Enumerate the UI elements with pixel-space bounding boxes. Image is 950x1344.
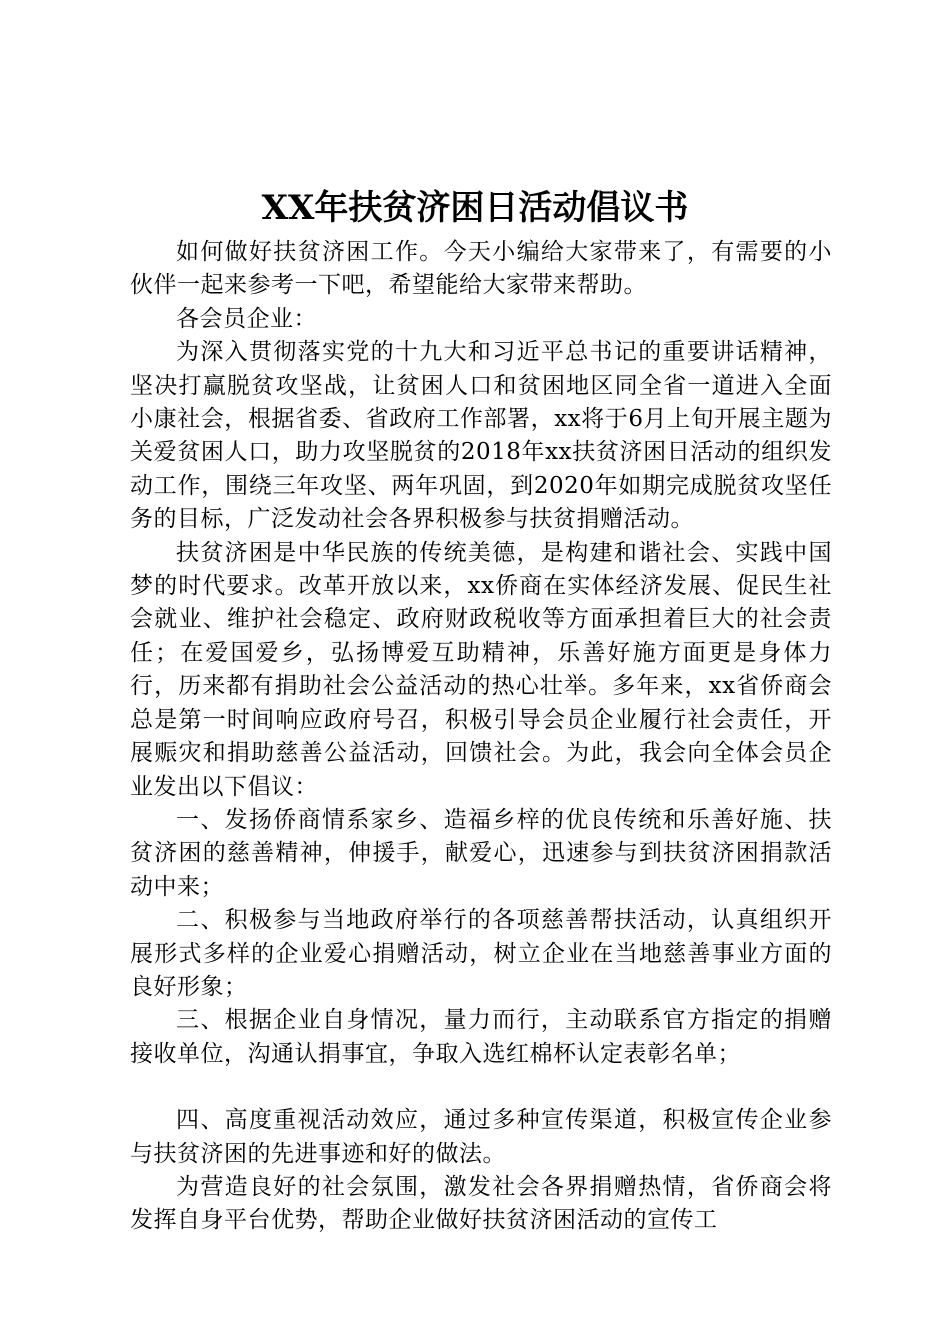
- body-paragraph: 为深入贯彻落实党的十九大和习近平总书记的重要讲话精神，坚决打赢脱贫攻坚战，让贫困人口和贫困地区同全省一道进入全面小康社会，根据省委、省政府工作部署，xx将于6月上旬开展主题为关爱贫困人口，助力攻坚脱贫的2018年xx扶贫济困日活动的组织发动工作，围绕三年攻坚、两年巩固，到2020年如期完成脱贫攻坚任务的目标，广泛发动社会各界积极参与扶贫捐赠活动。: [130, 339, 832, 533]
- body-paragraph: 扶贫济困是中华民族的传统美德，是构建和谐社会、实践中国梦的时代要求。改革开放以来，xx侨商在实体经济发展、促民生社会就业、维护社会稳定、政府财政税收等方面承担着巨大的社会责任；在爱国爱乡，弘扬博爱互助精神，乐善好施方面更是身体力行，历来都有捐助社会公益活动的热心壮举。多年来，xx省侨商会总是第一时间响应政府号召，积极引导会员企业履行社会责任，开展赈灾和捐助慈善公益活动，回馈社会。为此，我会向全体会员企业发出以下倡议：: [130, 539, 832, 800]
- proposal-item-1: 一、发扬侨商情系家乡、造福乡梓的优良传统和乐善好施、扶贫济困的慈善精神，伸援手，献爱心，迅速参与到扶贫济困捐款活动中来；: [130, 806, 832, 900]
- proposal-item-3: 三、根据企业自身情况，量力而行，主动联系官方指定的捐赠接收单位，沟通认捐事宜，争取入选红棉杯认定表彰名单；: [130, 1007, 832, 1067]
- proposal-item-2: 二、积极参与当地政府举行的各项慈善帮扶活动，认真组织开展形式多样的企业爱心捐赠活动，树立企业在当地慈善事业方面的良好形象；: [130, 907, 832, 1000]
- intro-paragraph: 如何做好扶贫济困工作。今天小编给大家带来了，有需要的小伙伴一起来参考一下吧，希望能给大家带来帮助。: [130, 239, 832, 299]
- salutation: 各会员企业：: [176, 305, 317, 332]
- document-title: XX年扶贫济困日活动倡议书: [261, 188, 689, 228]
- proposal-item-4: 四、高度重视活动效应，通过多种宣传渠道，积极宣传企业参与扶贫济困的先进事迹和好的做法。: [130, 1107, 832, 1167]
- body-paragraph: 为营造良好的社会氛围，激发社会各界捐赠热情，省侨商会将发挥自身平台优势，帮助企业做好扶贫济困活动的宣传工: [130, 1173, 832, 1234]
- document-body: [130, 236, 832, 1238]
